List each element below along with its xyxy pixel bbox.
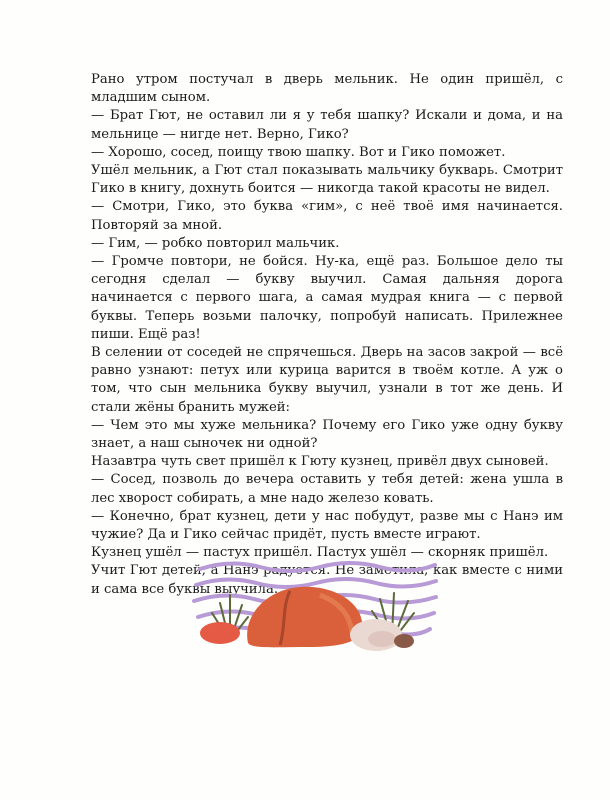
story-text bbox=[91, 71, 563, 599]
paragraph: Учит Гют детей, а Нанэ радуется. Не заметила, как вместе с ними и сама все буквы выучила. bbox=[91, 563, 563, 597]
pale-stone-shade bbox=[368, 631, 396, 647]
paragraph: — Брат Гют, не оставил ли я у тебя шапку? Искали и дома, и на мельнице — нигде нет. Верно, Гико? bbox=[91, 108, 563, 142]
paragraph: — Конечно, брат кузнец, дети у нас побудут, разве мы с Нанэ им чужие? Да и Гико сейчас придёт, пусть вместе играют. bbox=[91, 508, 563, 543]
stones-and-grass-icon bbox=[190, 555, 440, 655]
small-stone bbox=[200, 622, 240, 644]
paragraph: — Громче повтори, не бойся. Ну-ка, ещё раз. Большое дело ты сегодня сделал — букву выучил. Самая дальняя дорога начинается с первого шага, а самая мудрая книга — с первой буквы. Теперь возьми палочку, попробуй написать. Прилежнее пиши. Ещё раз! bbox=[91, 254, 563, 342]
paragraph: — Сосед, позволь до вечера оставить у тебя детей: жена ушла в лес хворост собирать, а мне надо железо ковать. bbox=[91, 472, 563, 506]
paragraph: — Гим, — робко повторил мальчик. bbox=[91, 235, 340, 251]
paragraph: В селении от соседей не спрячешься. Дверь на засов закрой — всё равно узнают: петух или курица варится в твоём котле. А уж о том, что сын мельника букву выучил, узнали в тот же день. И стали жёны бранить мужей: bbox=[91, 345, 563, 415]
paragraph: — Смотри, Гико, это буква «гим», с неё твоё имя начинается. Повторяй за мной. bbox=[91, 199, 563, 233]
paragraph: Назавтра чуть свет пришёл к Гюту кузнец, привёл двух сыновей. bbox=[91, 454, 549, 470]
paragraph: Ушёл мельник, а Гют стал показывать мальчику букварь. Смотрит Гико в книгу, дохнуть боится — никогда такой красоты не видел. bbox=[91, 163, 563, 197]
paragraph: — Хорошо, сосед, поищу твою шапку. Вот и Гико поможет. bbox=[91, 144, 506, 160]
paragraph: Кузнец ушёл — пастух пришёл. Пастух ушёл — скорняк пришёл. bbox=[91, 545, 549, 561]
paragraph: — Чем это мы хуже мельника? Почему его Гико уже одну букву знает, а наш сыночек ни одной? bbox=[91, 417, 563, 452]
tiny-stone bbox=[394, 634, 414, 648]
paragraph: Рано утром постучал в дверь мельник. Не один пришёл, с младшим сыном. bbox=[91, 72, 563, 106]
